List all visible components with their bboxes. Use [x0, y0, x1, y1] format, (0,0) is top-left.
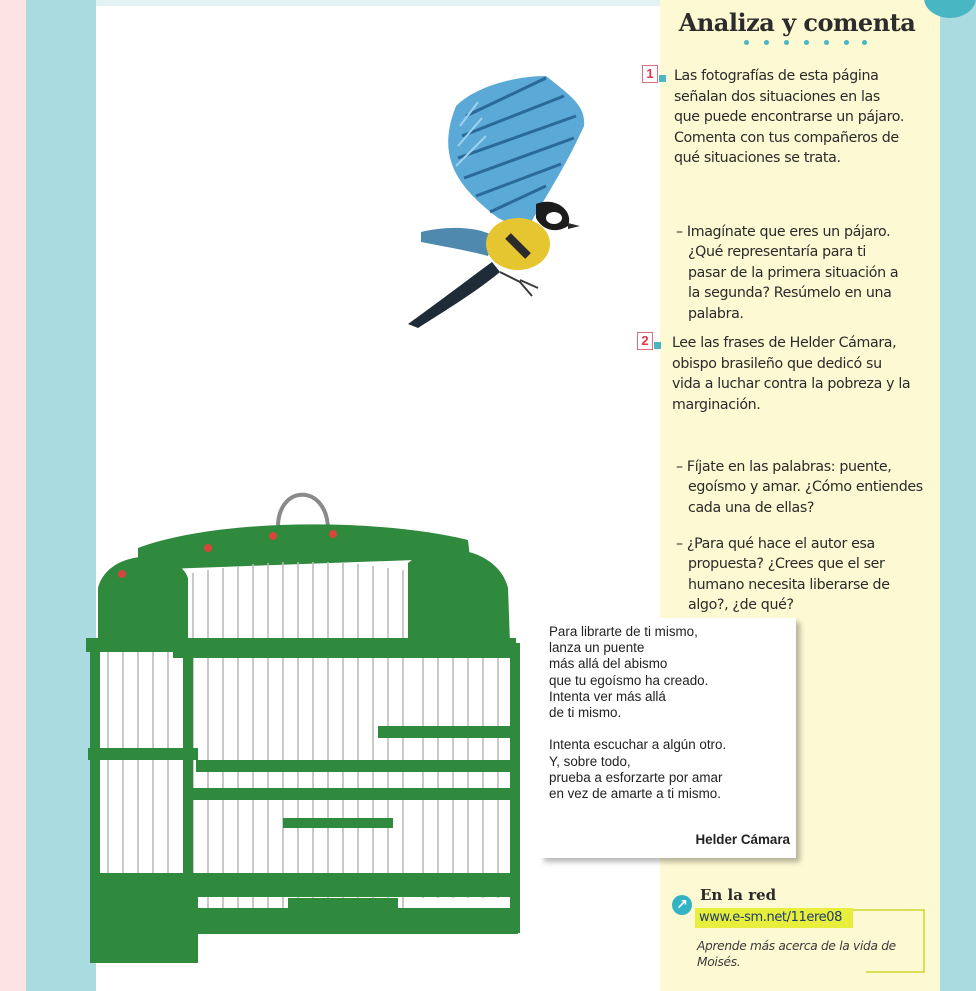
activity-2-question-2-text: – ¿Para qué hace el autor esa propuesta? ¿Crees que el ser humano necesita liberarse de algo?, ¿de qué?	[676, 535, 890, 614]
en-la-red-link[interactable]: www.e-sm.net/11ere08	[699, 910, 842, 925]
quote-author: Helder Cámara	[695, 832, 790, 847]
bird-cage-photo	[78, 478, 528, 983]
activity-1-question-text: – Imagínate que eres un pájaro. ¿Qué representaría para ti pasar de la primera situación a la segunda? Resúmelo en una palabra.	[676, 223, 899, 322]
activity-1-question	[676, 201, 926, 345]
left-margin-pink	[0, 0, 26, 991]
quote-text: Para librarte de ti mismo, lanza un puente más allá del abismo que tu egoísmo ha creado. Intenta ver más allá de ti mismo. Intenta escuchar a algún otro. Y, sobre todo, prueba a esforzarte por amar en vez de amarte a ti mismo.	[549, 624, 727, 802]
en-la-red-title: En la red	[700, 886, 777, 904]
en-la-red-frame-top	[853, 909, 925, 911]
en-la-red-frame-right	[923, 909, 925, 973]
en-la-red-description: Aprende más acerca de la vida de Moisés.	[697, 939, 896, 969]
activity-1-number: 1	[642, 65, 658, 83]
section-title: Analiza y comenta	[678, 8, 916, 37]
cage-frame	[86, 638, 520, 963]
title-dots-divider	[738, 40, 868, 48]
activity-2-text: Lee las frases de Helder Cámara, obispo brasileño que dedicó su vida a luchar contra la pobreza y la marginación.	[672, 335, 911, 413]
en-la-red-frame-bottom	[866, 971, 925, 973]
activity-2-question-1-text: – Fíjate en las palabras: puente, egoísmo y amar. ¿Cómo entiendes cada una de ellas?	[676, 458, 923, 516]
bird-wing	[448, 76, 584, 231]
activity-2-number: 2	[637, 332, 653, 350]
right-margin-teal	[940, 0, 976, 991]
bird-photo	[396, 66, 596, 330]
activity-1-text: Las fotografías de esta página señalan dos situaciones en las que puede encontrarse un pájaro. Comenta con tus compañeros de qué situaciones se trata.	[674, 68, 905, 167]
cage-roof	[98, 524, 510, 648]
arrow-up-right-icon: ↗	[672, 895, 692, 915]
top-strip	[96, 0, 660, 6]
